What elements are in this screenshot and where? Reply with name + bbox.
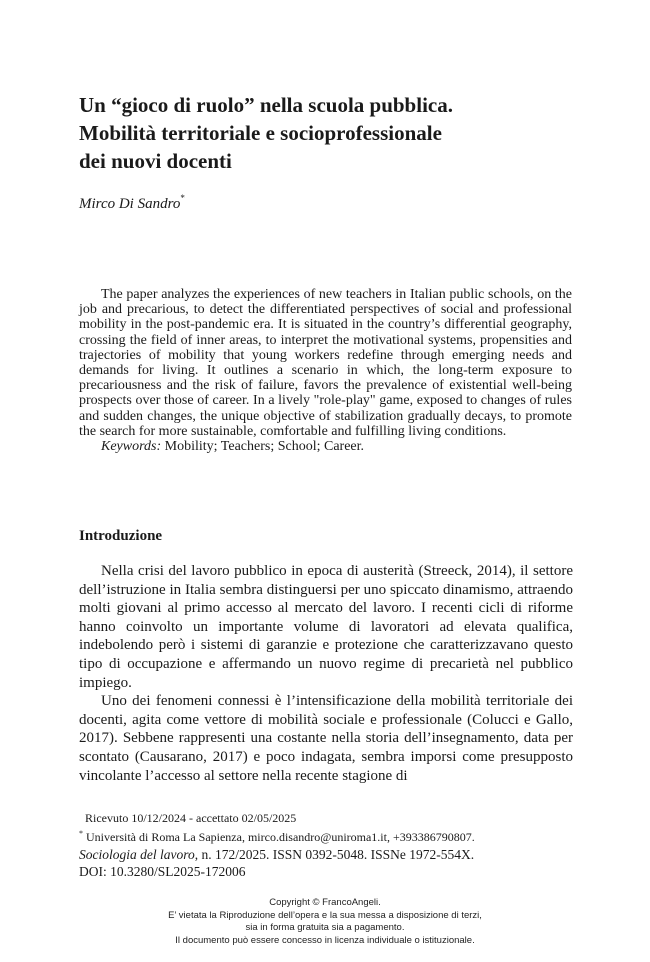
- abstract: [79, 287, 572, 454]
- title-line-3: dei nuovi docenti: [79, 149, 232, 173]
- section-heading: Introduzione: [79, 528, 163, 544]
- author-name: Mirco Di Sandro: [79, 196, 181, 212]
- copyright-notice: [0, 897, 650, 947]
- title-line-1: Un “gioco di ruolo” nella scuola pubblica.: [79, 93, 453, 117]
- abstract-text: The paper analyzes the experiences of new teachers in Italian public schools, on the job and precarious, to detect the differentiated perspectives of social and professional mobility in the post-pandemic era. It is situated in the country’s differential geography, crossing the field of inner areas, to interpret the motivational systems, propensities and trajectories of mobility that young workers redefine through emerging needs and demands for living. It outlines a scenario in which, the long-term exposure to precariousness and the risk of failure, favors the prevalence of existential well-being prospects over those of career. In a lively "role-play" game, exposed to changes of rules and sudden changes, the unique objective of stabilization gradually decays, to promote the search for more sustainable, comfortable and fulfilling living conditions.: [79, 287, 572, 439]
- paragraph-2: Uno dei fenomeni connessi è l’intensificazione della mobilità territoriale dei docenti, agita come vettore di mobilità sociale e professionale (Colucci e Gallo, 2017). Sebbene rappresenti una costante nella storia dell’insegnamento, data per scontato (Causarano, 2017) e poco indagata, sembra imporsi come presupposto vincolante l’accesso al settore nella recente stagione di: [79, 693, 573, 784]
- keywords-label: Keywords:: [101, 439, 162, 455]
- article-title: [79, 91, 579, 175]
- doi: DOI: 10.3280/SL2025-172006: [79, 864, 246, 879]
- journal-info: [79, 846, 579, 880]
- footnote: [79, 810, 579, 845]
- copyright-line-2: E’ vietata la Riproduzione dell’opera e la sua messa a disposizione di terzi,: [168, 909, 482, 921]
- affiliation-text: Università di Roma La Sapienza, mirco.disandro@uniroma1.it, +393386790807.: [86, 830, 475, 844]
- copyright-line-3: sia in forma gratuita sia a pagamento.: [245, 922, 405, 933]
- received-dates: Ricevuto 10/12/2024 - accettato 02/05/2025: [85, 811, 297, 825]
- journal-citation: [79, 846, 579, 863]
- body-text: [79, 562, 573, 785]
- copyright-line-1: Copyright © FrancoAngeli.: [269, 897, 381, 908]
- title-line-2: Mobilità territoriale e socioprofessionale: [79, 121, 442, 145]
- journal-details: , n. 172/2025. ISSN 0392-5048. ISSNe 1972-554X.: [194, 847, 475, 862]
- keywords: [79, 439, 572, 454]
- copyright-line-4: Il documento può essere concesso in licenza individuale o istituzionale.: [175, 934, 475, 946]
- paragraph-1: Nella crisi del lavoro pubblico in epoca di austerità (Streeck, 2014), il settore dell’istruzione in Italia sembra distinguersi per uno spiccato dinamismo, attraendo molti giovani al primo accesso al mercato del lavoro. I recenti cicli di riforme hanno coinvolto un importante volume di lavoratori ad elevata qualifica, indebolendo però i sistemi di garanzie e protezione che caratterizzavano questo tipo di occupazione e affermando un nuovo regime di precarietà nel pubblico impiego.: [79, 563, 573, 691]
- keywords-list: Mobility; Teachers; School; Career.: [164, 439, 365, 455]
- affiliation-mark: *: [79, 829, 83, 838]
- author: [79, 193, 185, 213]
- journal-name: Sociologia del lavoro: [79, 847, 195, 862]
- author-footnote-mark: *: [180, 193, 185, 203]
- affiliation-note: [79, 826, 579, 845]
